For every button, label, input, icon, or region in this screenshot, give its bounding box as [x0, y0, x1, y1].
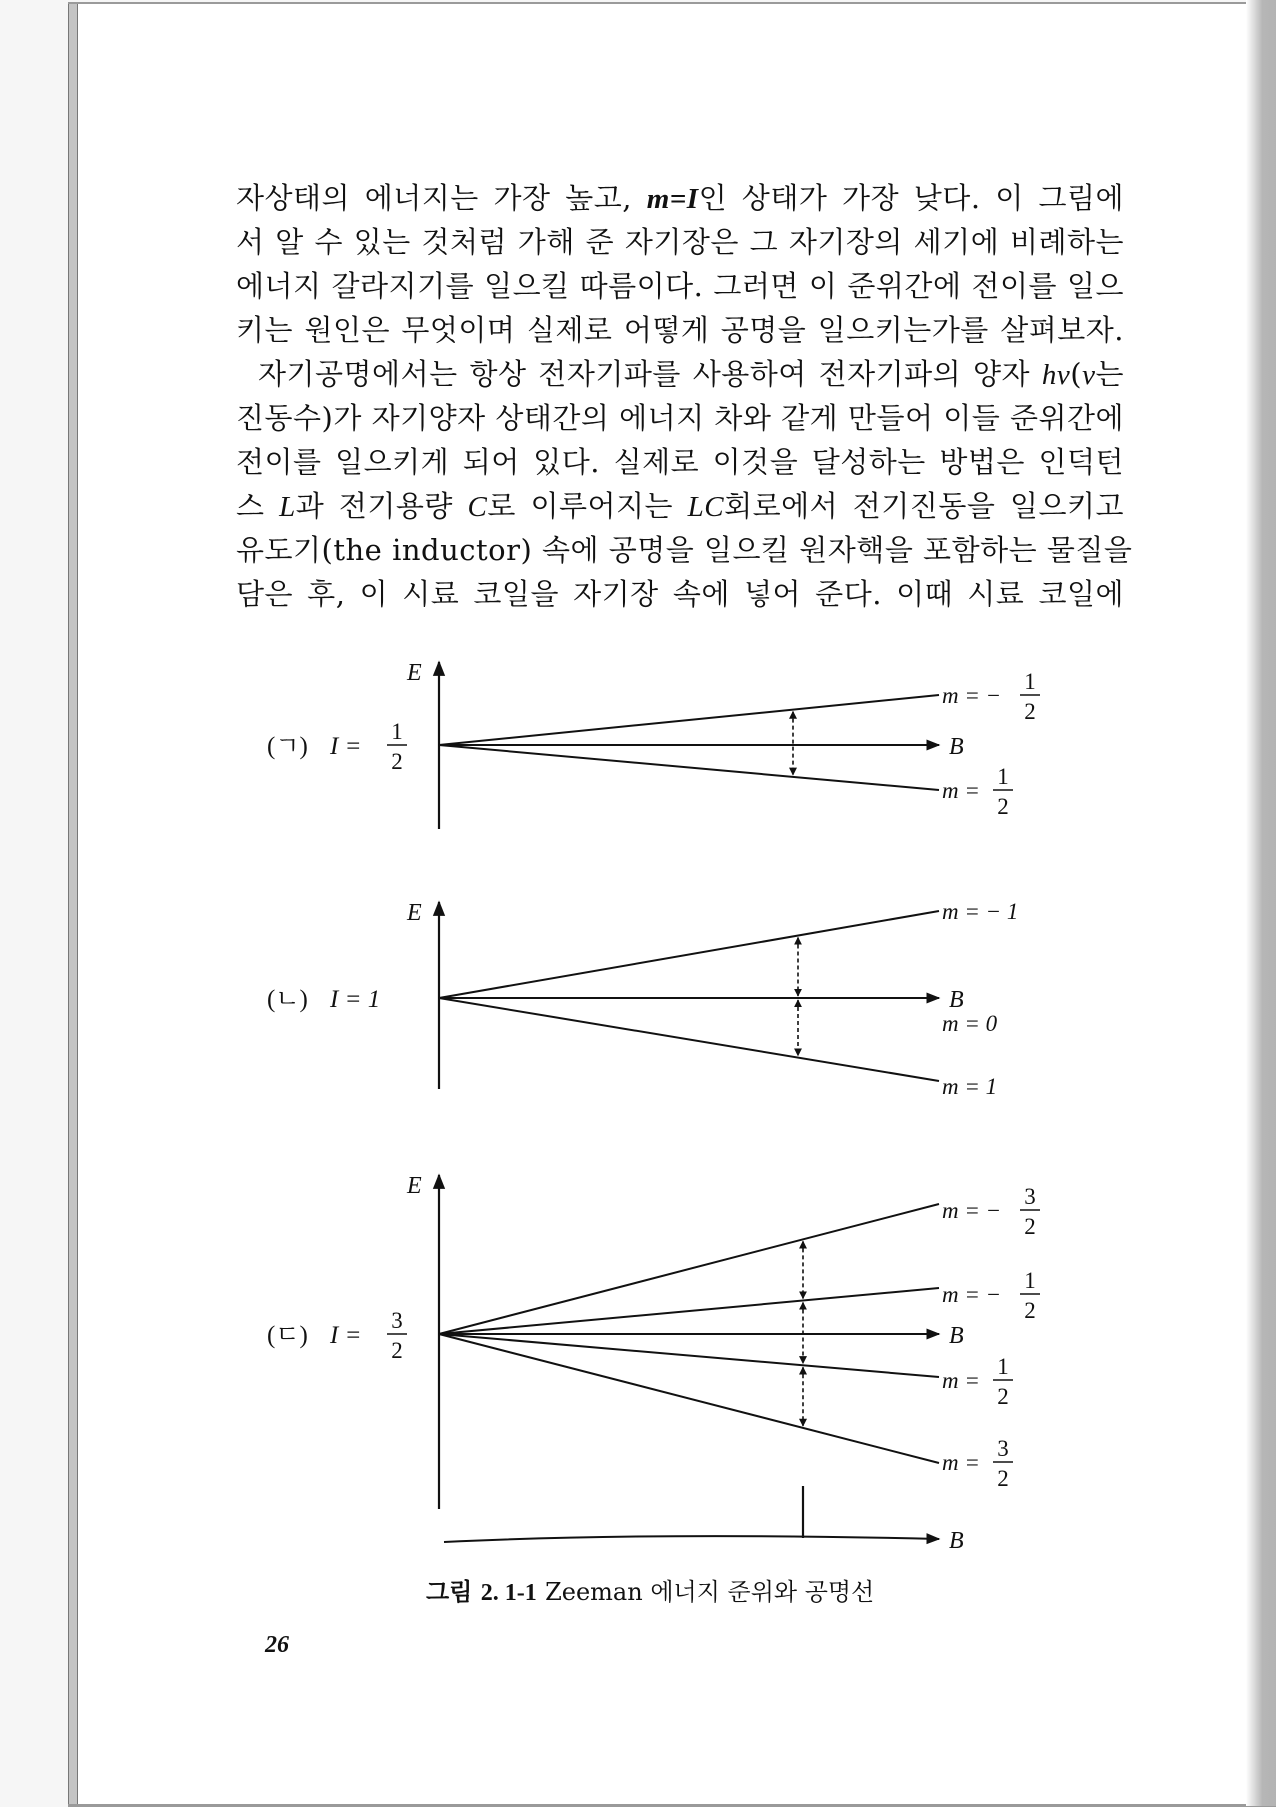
math-symbol: hν [1041, 359, 1071, 391]
text-segment: 키는 원인은 무엇이며 실제로 어떻게 공명을 일으키는가를 살펴보자. [236, 313, 1124, 347]
energy-level-line [439, 745, 939, 790]
caption-text: Zeeman 에너지 준위와 공명선 [545, 1578, 875, 1606]
absorption-axis-label: B [949, 1528, 964, 1554]
text-segment: 회로에서 전기진동을 일으키고 [724, 489, 1124, 523]
panel-tag: (ㄴ) [267, 986, 308, 1013]
math-symbol: L [279, 491, 296, 523]
caption-number: 2. 1-1 [480, 1580, 537, 1606]
energy-level-line [439, 695, 939, 745]
field-axis-label: B [949, 987, 964, 1013]
level-label: m = 1 [942, 1074, 998, 1099]
level-label: m = − [942, 1282, 1002, 1307]
energy-axis-label: E [407, 900, 422, 926]
text-segment: 전이를 일으키게 되어 있다. 실제로 이것을 달성하는 방법은 인덕턴 [236, 445, 1124, 479]
energy-level-line [439, 1204, 939, 1334]
panel-tag: (ㄱ) [267, 733, 308, 760]
text-segment: 과 전기용량 [295, 489, 468, 523]
text-segment: 자상태의 에너지는 가장 높고, [236, 181, 647, 215]
level-fraction-denominator: 2 [1024, 1214, 1036, 1239]
energy-axis-label: E [407, 660, 422, 686]
text-segment: 로 이루어지는 [487, 489, 688, 523]
spin-label: I = [330, 733, 362, 760]
energy-level-line [439, 1288, 939, 1334]
energy-level-line [439, 1334, 939, 1463]
math-symbol: C [467, 491, 488, 523]
energy-level-line [439, 1334, 939, 1377]
level-label: m = − [942, 683, 1002, 708]
level-fraction-denominator: 2 [997, 1384, 1009, 1409]
text-segment: 자기공명에서는 항상 전자기파를 사용하여 전자기파의 양자 [258, 357, 1042, 391]
spin-fraction-numerator: 3 [391, 1308, 403, 1333]
level-fraction-numerator: 1 [997, 764, 1009, 789]
text-segment: 유도기(the inductor) 속에 공명을 일으킬 원자핵을 포함하는 물질을 [236, 533, 1133, 567]
text-segment: ( [1070, 357, 1083, 391]
caption-label: 그림 [426, 1577, 473, 1606]
level-label: m = [942, 1368, 980, 1393]
level-fraction-numerator: 3 [997, 1436, 1009, 1461]
field-axis-label: B [949, 734, 964, 760]
level-fraction-denominator: 2 [1024, 1298, 1036, 1323]
level-fraction-numerator: 1 [997, 1354, 1009, 1379]
spin-fraction-numerator: 1 [391, 719, 403, 744]
spin-fraction-denominator: 2 [391, 749, 403, 774]
text-segment: 스 [236, 489, 280, 523]
text-segment: 인 상태가 가장 낮다. 이 그림에 [698, 181, 1125, 215]
spin-fraction-denominator: 2 [391, 1338, 403, 1363]
text-segment: 에너지 갈라지기를 일으킬 따름이다. 그러면 이 준위간에 전이를 일으 [236, 269, 1124, 303]
text-segment: 담은 후, 이 시료 코일을 자기장 속에 넣어 준다. 이때 시료 코일에 [236, 577, 1124, 611]
level-label: m = [942, 778, 980, 803]
level-fraction-numerator: 1 [1024, 1268, 1036, 1293]
level-fraction-numerator: 1 [1024, 669, 1036, 694]
level-label: m = [942, 1450, 980, 1475]
energy-level-line [439, 911, 939, 998]
math-symbol: LC [687, 491, 725, 523]
absorption-field-axis [444, 1536, 939, 1542]
field-axis-label: B [949, 1323, 964, 1349]
level-label: m = − 1 [942, 899, 1019, 924]
level-fraction-numerator: 3 [1024, 1184, 1036, 1209]
figure-caption [426, 1572, 874, 1607]
text-segment: 는 [1095, 357, 1124, 391]
math-symbol: m=I [646, 183, 699, 215]
spin-label: I = 1 [330, 986, 381, 1013]
text-segment: 진동수)가 자기양자 상태간의 에너지 차와 같게 만들어 이들 준위간에 [236, 401, 1124, 435]
energy-axis-label: E [407, 1173, 422, 1199]
level-label: m = − [942, 1198, 1002, 1223]
energy-level-line [439, 998, 939, 1081]
level-fraction-denominator: 2 [997, 1466, 1009, 1491]
level-fraction-denominator: 2 [1024, 699, 1036, 724]
page-number: 26 [265, 1632, 289, 1658]
level-label: m = 0 [942, 1011, 998, 1036]
spin-label: I = [330, 1322, 362, 1349]
math-symbol: ν [1082, 359, 1096, 391]
panel-tag: (ㄷ) [267, 1322, 308, 1349]
text-segment: 서 알 수 있는 것처럼 가해 준 자기장은 그 자기장의 세기에 비례하는 [236, 225, 1124, 259]
level-fraction-denominator: 2 [997, 794, 1009, 819]
